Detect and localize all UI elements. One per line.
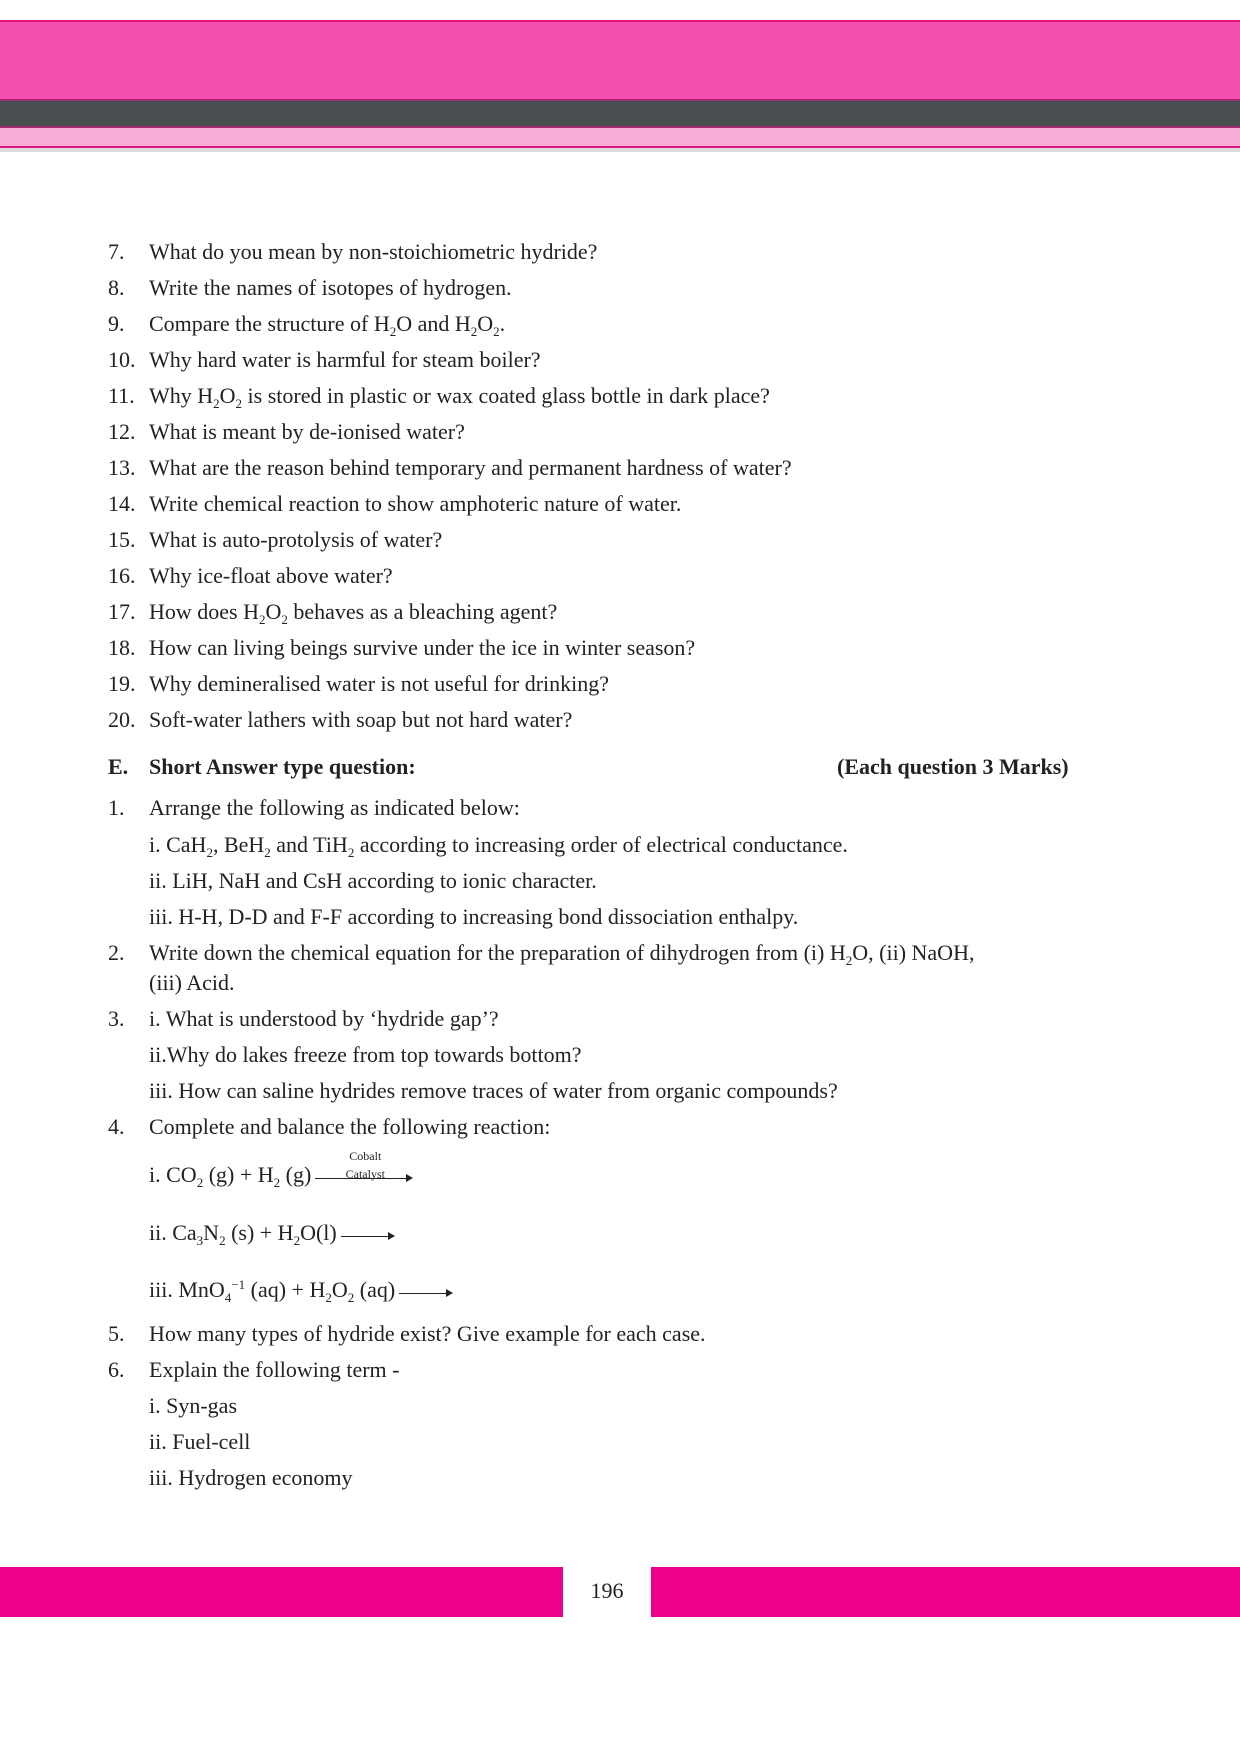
subscript: 2	[235, 396, 243, 411]
text-segment: iii. How can saline hydrides remove traces of water from organic compounds?	[149, 1078, 838, 1103]
subscript: 2	[470, 324, 478, 339]
subscript: 2	[845, 953, 853, 968]
subscript: 2	[259, 612, 266, 627]
text-segment: How does H	[149, 599, 259, 624]
text-segment: How many types of hydride exist? Give example for each case.	[149, 1321, 706, 1346]
question-text	[149, 970, 235, 996]
subscript: 2	[281, 612, 288, 627]
reaction-arrow-icon	[341, 1222, 397, 1248]
text-segment: O, (ii) NaOH,	[852, 940, 975, 965]
text-segment: (aq) + H	[245, 1277, 326, 1302]
reaction-arrow-icon	[315, 1148, 415, 1190]
section-marks: (Each question 3 Marks)	[837, 754, 1069, 779]
header-pink-band	[0, 20, 1240, 99]
question-number: 2.	[108, 940, 125, 965]
text-segment: (g) + H	[203, 1162, 274, 1187]
question-text	[149, 1357, 400, 1383]
question-number: 17.	[108, 599, 136, 624]
reaction-text	[149, 1277, 455, 1305]
text-segment: ii. Ca	[149, 1220, 197, 1245]
question-text	[149, 599, 557, 625]
text-segment: Why hard water is harmful for steam boiler?	[149, 347, 541, 372]
question-text	[149, 347, 541, 373]
question-text	[149, 1393, 237, 1419]
reaction-text	[149, 1148, 415, 1190]
text-segment: is stored in plastic or wax coated glass bottle in dark place?	[242, 383, 770, 408]
text-segment: Why H	[149, 383, 214, 408]
text-segment: iii. H-H, D-D and F-F according to increasing bond dissociation enthalpy.	[149, 904, 799, 929]
question-text	[149, 1114, 550, 1140]
text-segment: ii.Why do lakes freeze from top towards bottom?	[149, 1042, 582, 1067]
question-text	[149, 1078, 838, 1104]
subscript: 2	[293, 1233, 301, 1248]
question-number: 15.	[108, 527, 136, 552]
text-segment: O	[477, 311, 494, 336]
text-segment: behaves as a bleaching agent?	[287, 599, 558, 624]
section-letter: E.	[108, 754, 129, 779]
question-number: 8.	[108, 275, 125, 300]
question-text	[149, 527, 442, 553]
subscript: 2	[219, 1233, 226, 1248]
question-number: 16.	[108, 563, 136, 588]
text-segment: N	[203, 1220, 220, 1245]
subscript: 2	[264, 845, 271, 860]
text-segment: What is auto-protolysis of water?	[149, 527, 443, 552]
text-segment: Explain the following term -	[149, 1357, 400, 1382]
text-segment: What are the reason behind temporary and permanent hardness of water?	[149, 455, 792, 480]
text-segment: What is meant by de-ionised water?	[149, 419, 465, 444]
question-number: 18.	[108, 635, 136, 660]
text-segment: i. CaH	[149, 832, 207, 857]
question-text	[149, 1042, 582, 1068]
text-segment: ii. Fuel-cell	[149, 1429, 251, 1454]
question-text	[149, 832, 848, 858]
question-number: 12.	[108, 419, 136, 444]
catalyst-label-above: Cobalt	[349, 1148, 382, 1163]
subscript: 2	[347, 1290, 355, 1305]
text-segment: Why ice-float above water?	[149, 563, 393, 588]
text-segment: and TiH	[270, 832, 348, 857]
question-text	[149, 707, 572, 733]
subscript: 2	[347, 845, 355, 860]
subscript: 2	[213, 396, 220, 411]
text-segment: i. What is understood by ‘hydride gap’?	[149, 1006, 499, 1031]
question-text	[149, 1321, 706, 1347]
subscript: 2	[389, 324, 397, 339]
text-segment: O and H	[396, 311, 471, 336]
question-text	[149, 1006, 499, 1032]
text-segment: i. Syn-gas	[149, 1393, 237, 1418]
text-segment: Soft-water lathers with soap but not hard water?	[149, 707, 573, 732]
text-segment: iii. MnO	[149, 1277, 225, 1302]
text-segment: O	[331, 1277, 348, 1302]
text-segment: ii. LiH, NaH and CsH according to ionic character.	[149, 868, 597, 893]
question-text	[149, 1429, 250, 1455]
text-segment: O(l)	[300, 1220, 337, 1245]
text-segment: Write the names of isotopes of hydrogen.	[149, 275, 512, 300]
catalyst-label-below: Catalyst	[345, 1166, 385, 1181]
question-number: 1.	[108, 795, 125, 820]
subscript: 2	[493, 324, 500, 339]
question-number: 4.	[108, 1114, 125, 1139]
text-segment: O	[265, 599, 282, 624]
text-segment: , BeH	[212, 832, 265, 857]
text-segment: Write down the chemical equation for the preparation of dihydrogen from (i) H	[149, 940, 846, 965]
text-segment: Compare the structure of H	[149, 311, 390, 336]
text-segment: Complete and balance the following reaction:	[149, 1114, 551, 1139]
text-segment: O	[219, 383, 236, 408]
question-text	[149, 419, 465, 445]
subscript: 3	[196, 1233, 204, 1248]
header-dark-band	[0, 99, 1240, 128]
question-number: 11.	[108, 383, 135, 408]
text-segment: What do you mean by non-stoichiometric hydride?	[149, 239, 598, 264]
question-text	[149, 383, 770, 409]
subscript: 2	[273, 1175, 281, 1190]
question-text	[149, 795, 520, 821]
question-text	[149, 868, 597, 894]
text-segment: i. CO	[149, 1162, 197, 1187]
subscript: 4	[224, 1290, 232, 1305]
question-text	[149, 1465, 352, 1491]
footer-bar-left	[0, 1567, 563, 1617]
text-segment: (aq)	[354, 1277, 396, 1302]
question-number: 6.	[108, 1357, 125, 1382]
question-text	[149, 275, 512, 301]
question-text	[149, 671, 609, 697]
question-text	[149, 311, 505, 337]
question-number: 19.	[108, 671, 136, 696]
question-number: 5.	[108, 1321, 125, 1346]
text-segment: How can living beings survive under the ice in winter season?	[149, 635, 696, 660]
text-segment: Arrange the following as indicated below:	[149, 795, 520, 820]
header-divider	[0, 148, 1240, 152]
question-number: 14.	[108, 491, 136, 516]
question-text	[149, 491, 681, 517]
reaction-text	[149, 1220, 397, 1248]
text-segment: according to increasing order of electrical conductance.	[354, 832, 848, 857]
text-segment: (iii) Acid.	[149, 970, 235, 995]
question-text	[149, 940, 974, 966]
question-number: 13.	[108, 455, 136, 480]
text-segment: .	[499, 311, 506, 336]
text-segment: (s) + H	[225, 1220, 294, 1245]
question-text	[149, 455, 792, 481]
subscript: 2	[196, 1175, 204, 1190]
footer-bar-right	[651, 1567, 1240, 1617]
text-segment: iii. Hydrogen economy	[149, 1465, 353, 1490]
question-number: 20.	[108, 707, 136, 732]
text-segment: Write chemical reaction to show amphoteric nature of water.	[149, 491, 682, 516]
question-text	[149, 904, 798, 930]
subscript: 2	[325, 1290, 332, 1305]
superscript: −1	[231, 1277, 246, 1292]
question-text	[149, 563, 393, 589]
header-light-band	[0, 128, 1240, 148]
section-title: Short Answer type question:	[149, 754, 416, 779]
question-number: 7.	[108, 239, 125, 264]
question-number: 9.	[108, 311, 125, 336]
question-number: 3.	[108, 1006, 125, 1031]
subscript: 2	[206, 845, 213, 860]
page-number: 196	[590, 1578, 624, 1603]
question-number: 10.	[108, 347, 136, 372]
text-segment: (g)	[280, 1162, 312, 1187]
text-segment: Why demineralised water is not useful for drinking?	[149, 671, 610, 696]
question-text	[149, 239, 597, 265]
reaction-arrow-icon	[399, 1279, 455, 1305]
question-text	[149, 635, 695, 661]
